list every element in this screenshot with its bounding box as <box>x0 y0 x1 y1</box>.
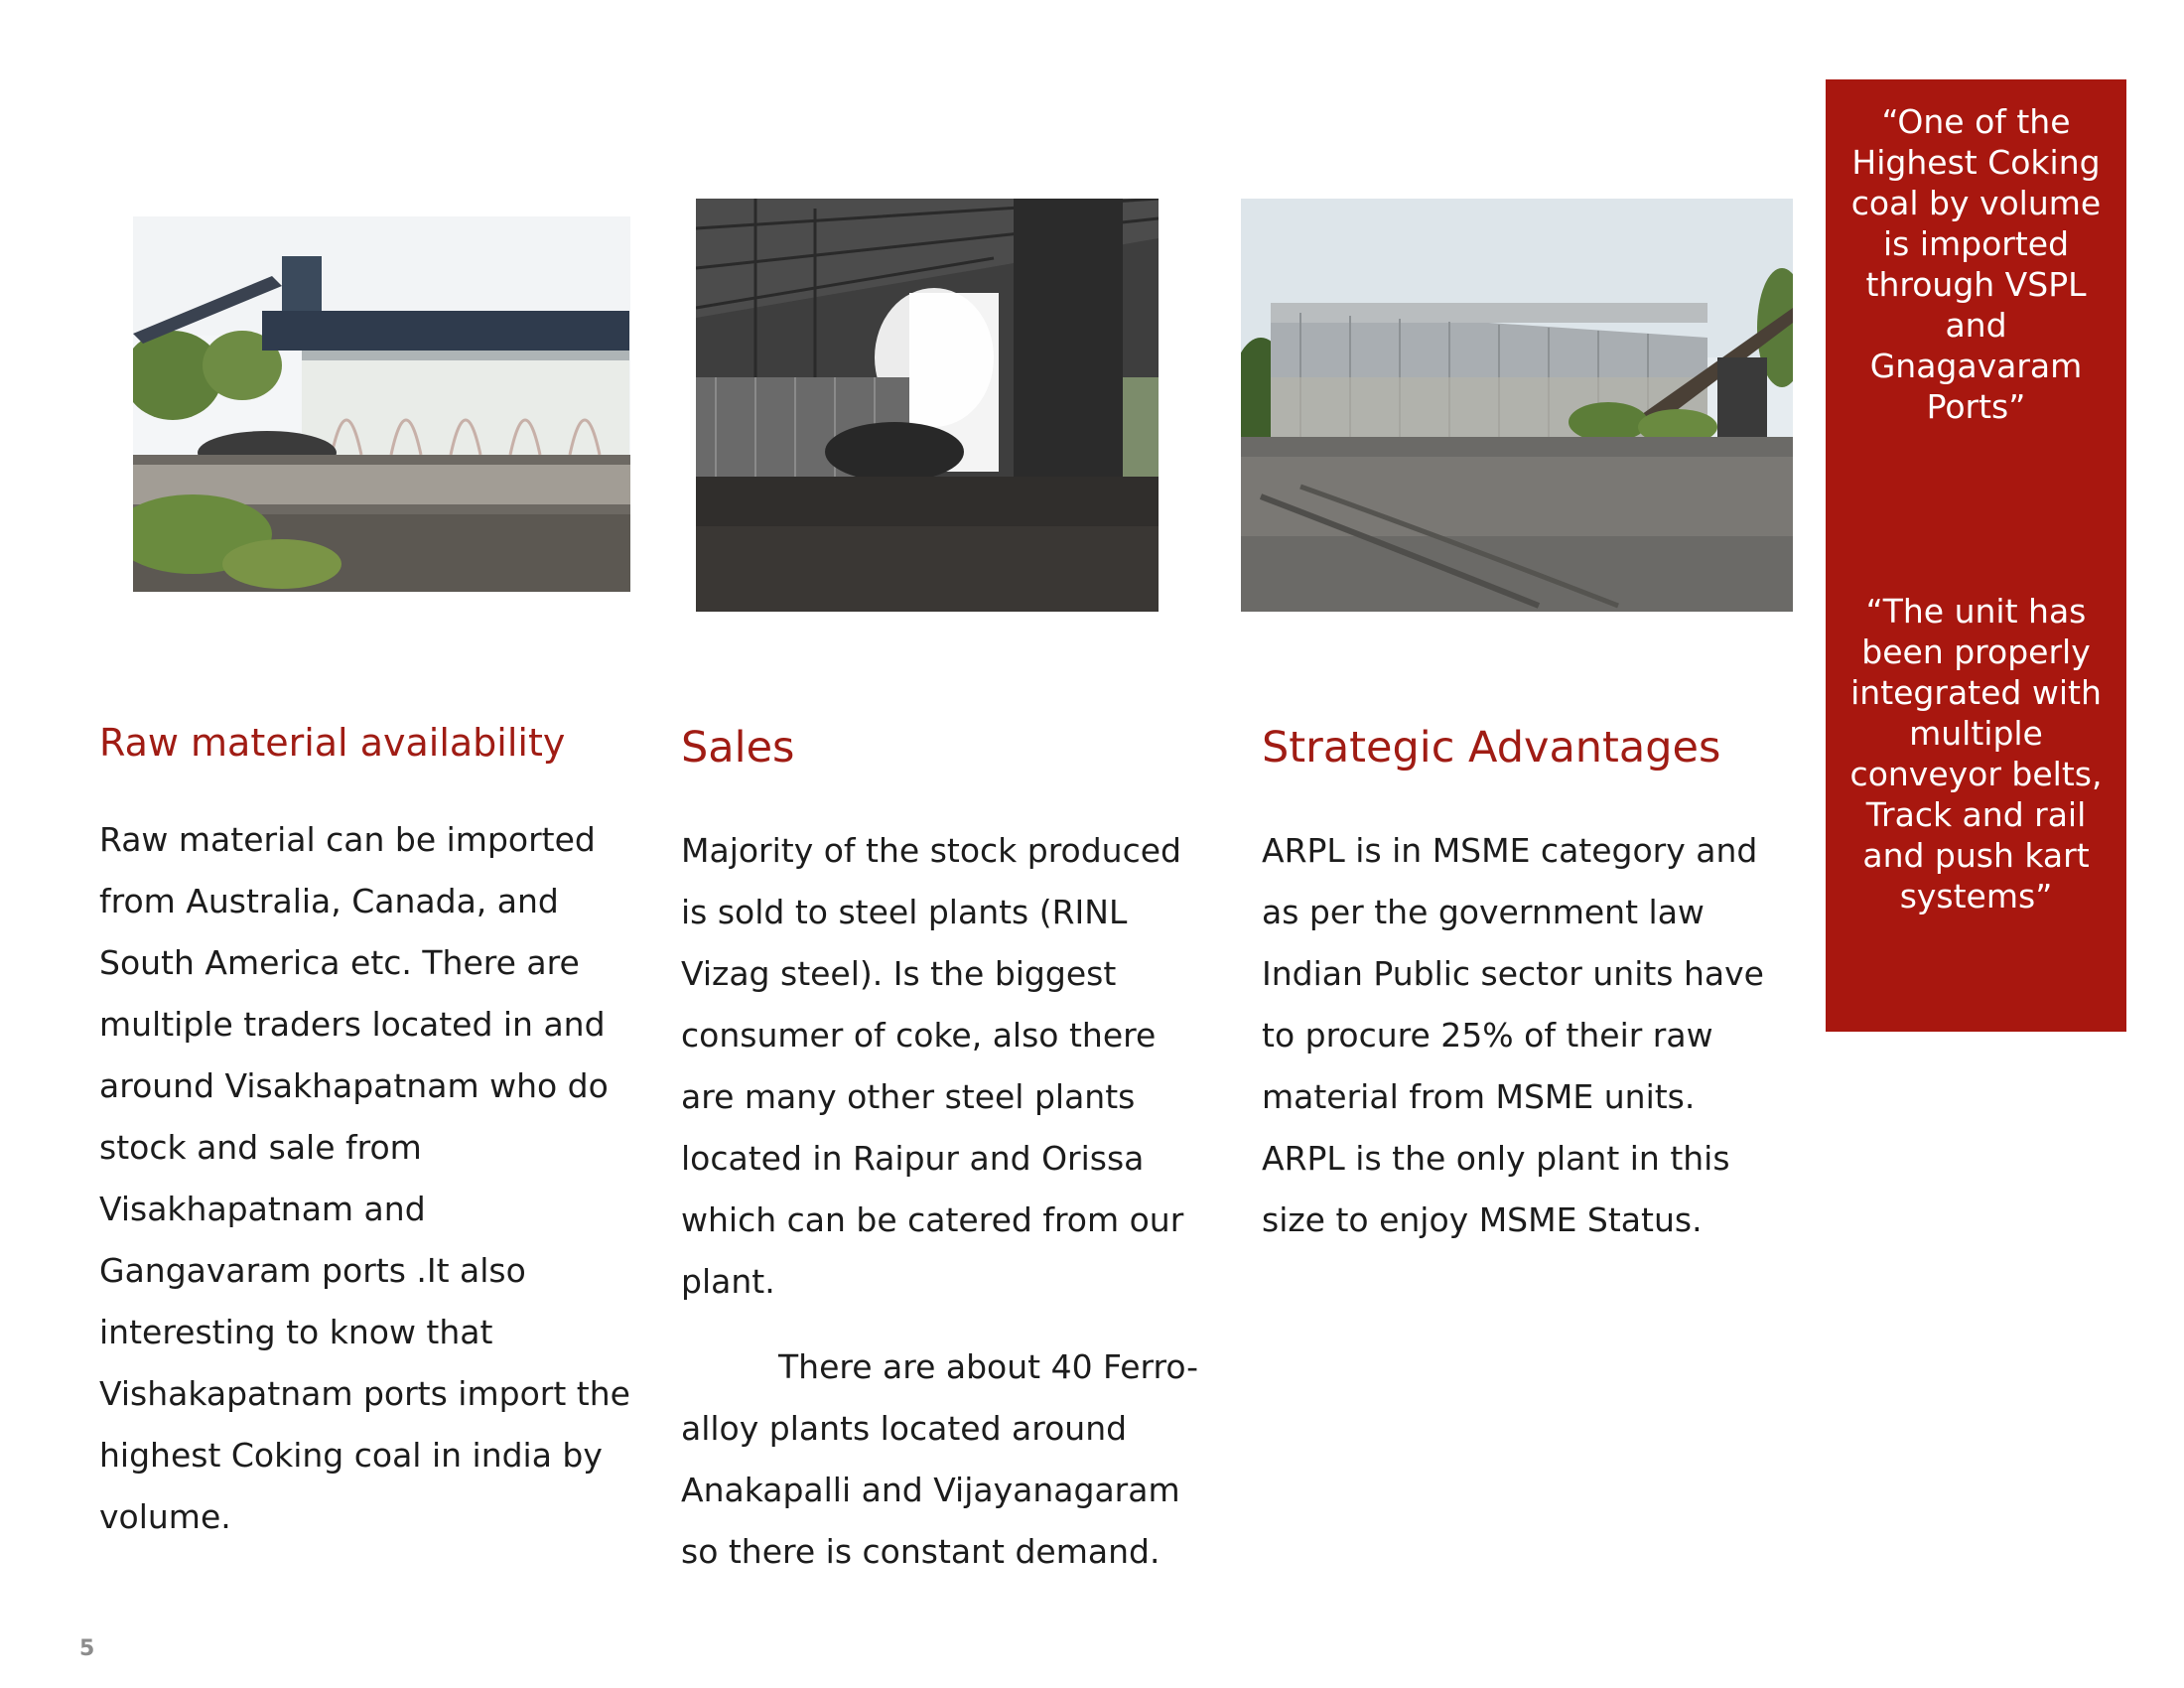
photo-warehouse <box>1241 199 1793 612</box>
raw-material-text <box>99 809 635 1548</box>
raw-material-paragraph: Raw material can be imported from Australia, Canada, and South America etc. There are multiple traders located in and around Visakhapatnam who do stock and sale from Visakhapatnam and Gangavaram ports .It also interesting to know that Vishakapatnam ports import the highest Coking coal in india by volume. <box>99 820 630 1536</box>
heading-raw-material: Raw material availability <box>99 721 566 765</box>
page-number: 5 <box>79 1636 95 1661</box>
quote-conveyor-integration: “The unit has been properly integrated with multiple conveyor belts, Track and rail and push kart systems” <box>1849 592 2103 915</box>
strategic-advantages-text <box>1262 820 1778 1251</box>
photo-shed-interior <box>696 199 1159 612</box>
quote-sidebar <box>1826 79 2126 1032</box>
sales-text <box>681 820 1207 1583</box>
sales-paragraph-1: Majority of the stock produced is sold to steel plants (RINL Vizag steel). Is the biggest consumer of coke, also there are many other steel plants located in Raipur and Orissa which can be catered from our plant. <box>681 831 1184 1301</box>
sales-paragraph-2: There are about 40 Ferro-alloy plants located around Anakapalli and Vijayanagaram so there is constant demand. <box>681 1347 1199 1571</box>
strategic-advantages-paragraph: ARPL is in MSME category and as per the government law Indian Public sector units have to procure 25% of their raw material from MSME units. ARPL is the only plant in this size to enjoy MSME Status. <box>1262 831 1764 1239</box>
photo-coal-yard <box>133 216 630 592</box>
quote-coking-coal: “One of the Highest Coking coal by volume is imported through VSPL and Gnagavaram Ports” <box>1850 102 2102 426</box>
heading-sales: Sales <box>681 723 795 773</box>
heading-strategic-advantages: Strategic Advantages <box>1262 723 1721 773</box>
